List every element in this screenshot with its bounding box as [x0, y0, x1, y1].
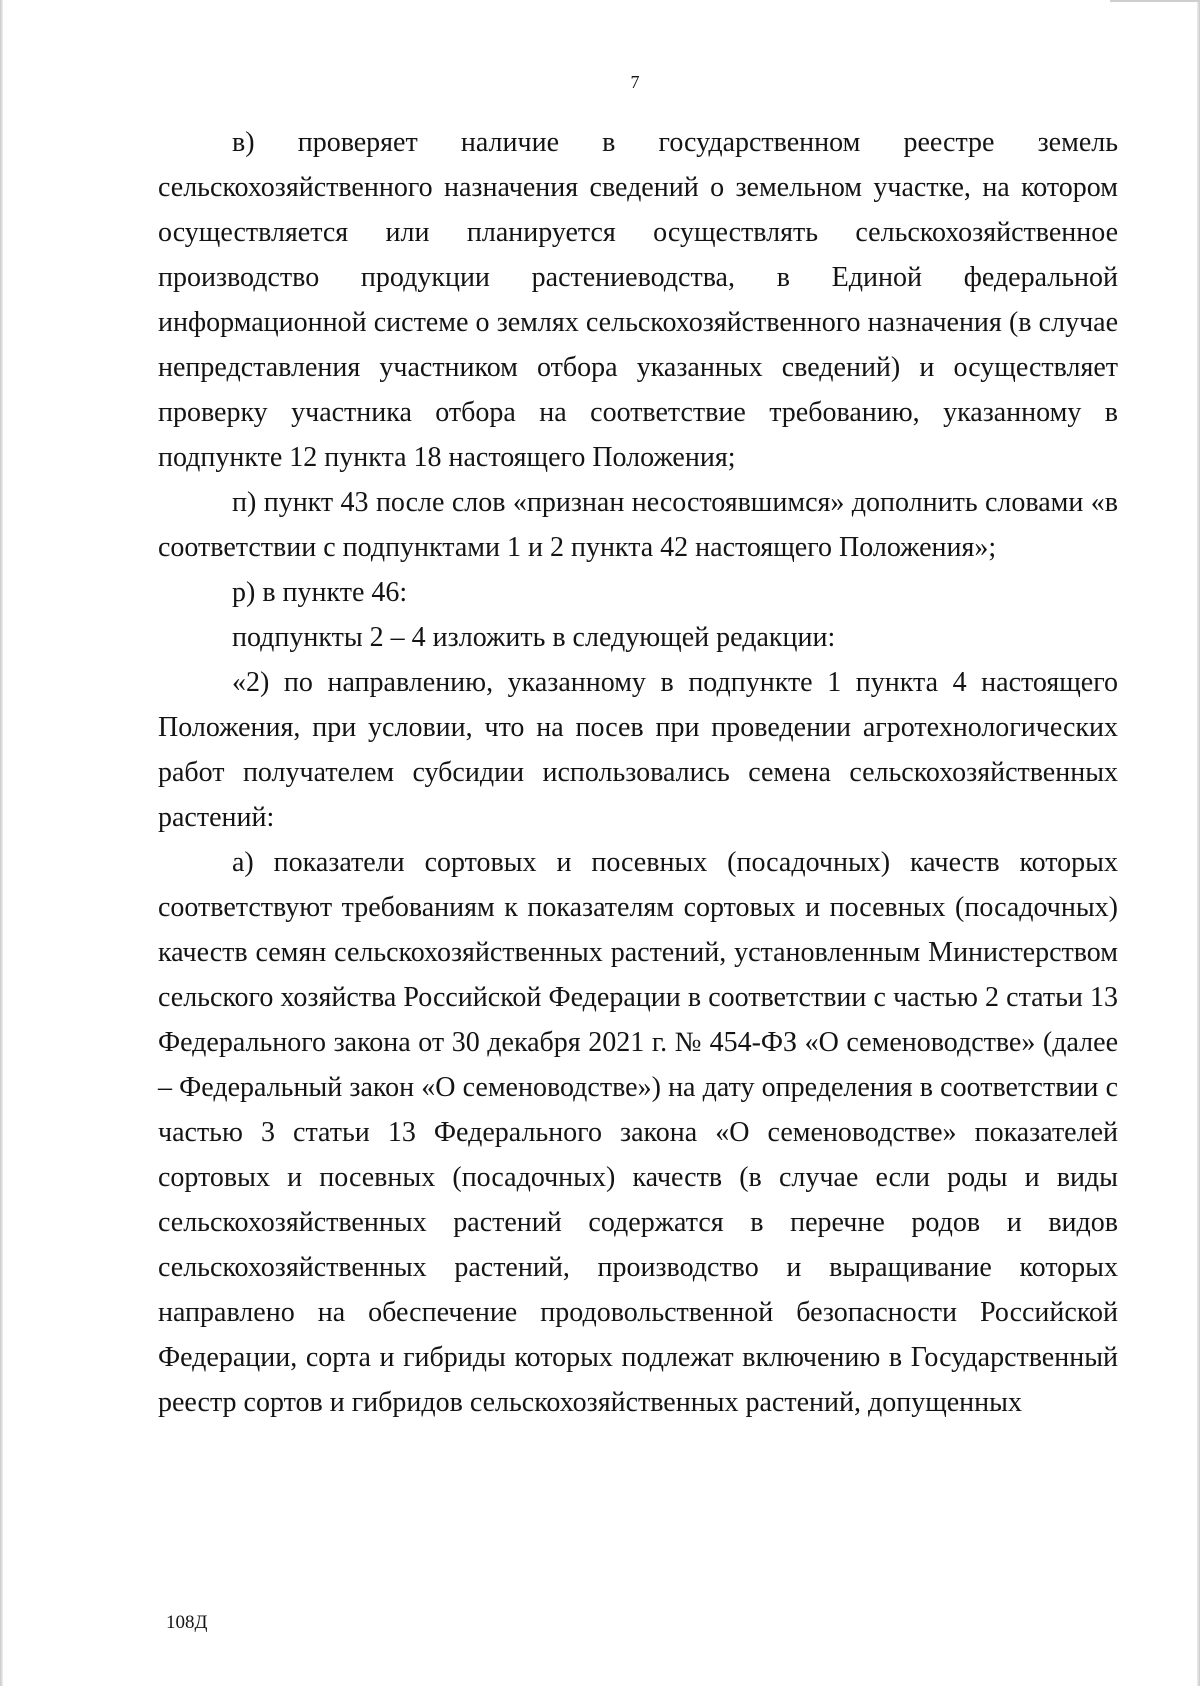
- paragraph-subpoints-2-4-intro: подпункты 2 – 4 изложить в следующей редакции:: [232, 622, 836, 653]
- paragraph-r-point-46: р) в пункте 46:: [232, 577, 408, 608]
- paragraph-subpoint-2-condition: «2) по направлению, указанному в подпункте 1 пункта 4 настоящего Положения, при условии, что на посев при проведении агротехнологических работ получателем субсидии использовались семена сельскохозяйственных растений:: [158, 667, 1118, 833]
- document-body: [158, 120, 1118, 1425]
- paragraph-v-land-registry-check: в) проверяет наличие в государственном реестре земель сельскохозяйственного назначения сведений о земельном участке, на котором осуществляется или планируется осуществлять сельскохозяйственное производство продукции растениеводства, в Единой федеральной информационной системе о землях сельскохозяйственного назначения (в случае непредставления участником отбора указанных сведений) и осуществляет проверку участника отбора на соответствие требованию, указанному в подпункте 12 пункта 18 настоящего Положения;: [158, 127, 1118, 473]
- scan-edge-left: [0, 0, 3, 1686]
- page-number: 7: [630, 72, 640, 92]
- paragraph-a-seed-quality-requirements: а) показатели сортовых и посевных (посадочных) качеств которых соответствуют требованиям к показателям сортовых и посевных (посадочных) качеств семян сельскохозяйственных растений, установленным Министерством сельского хозяйства Российской Федерации в соответствии с частью 2 статьи 13 Федерального закона от 30 декабря 2021 г. № 454-ФЗ «О семеноводстве» (далее – Федеральный закон «О семеноводстве») на дату определения в соответствии с частью 3 статьи 13 Федерального закона «О семеноводстве» показателей сортовых и посевных (посадочных) качеств (в случае если роды и виды сельскохозяйственных растений содержатся в перечне родов и видов сельскохозяйственных растений, производство и выращивание которых направлено на обеспечение продовольственной безопасности Российской Федерации, сорта и гибриды которых подлежат включению в Государственный реестр сортов и гибридов сельскохозяйственных растений, допущенных: [158, 847, 1118, 1418]
- scan-edge-top: [1110, 0, 1200, 2]
- page-footer-code: 108Д: [166, 1612, 208, 1633]
- paragraph-p-point-43-amendment: п) пункт 43 после слов «признан несостоявшимся» дополнить словами «в соответствии с подпунктами 1 и 2 пункта 42 настоящего Положения»;: [158, 487, 1118, 563]
